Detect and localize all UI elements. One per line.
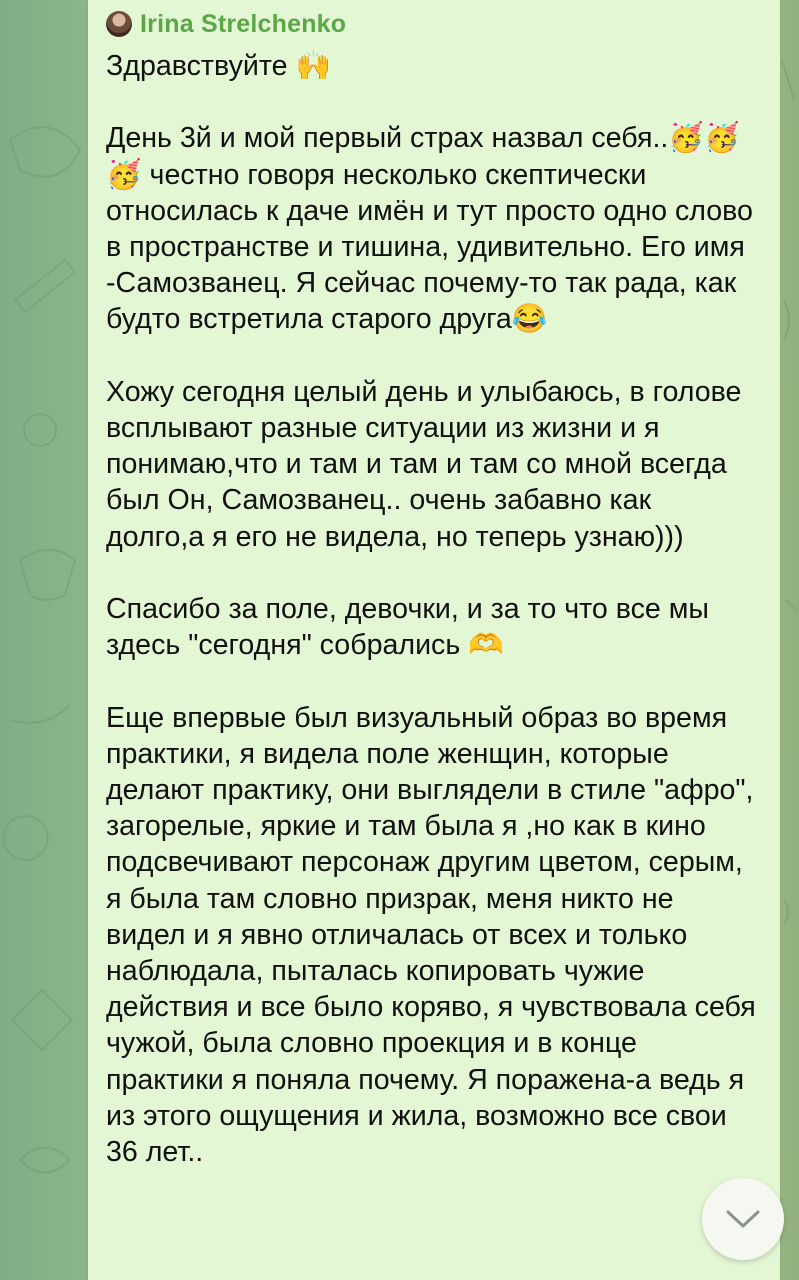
message-text: Здравствуйте 🙌 День 3й и мой первый страх назвал себя..🥳🥳🥳 честно говоря несколько скептически относилась к даче имён и тут просто одно слово в пространстве и тишина, удивительно. Его имя -Самозванец. Я сейчас почему-то так рада, как будто встретила старого друга😂 Хожу сегодня целый день и улыбаюсь, в голове всплывают разные ситуации из жизни и я понимаю,что и там и там и там со мной всегда был Он, Самозванец.. очень забавно как долго,а я его не видела, но теперь узнаю))) Спасибо за поле, девочки, и за то что все мы здесь "сегодня" собрались 🫶 Еще впервые был визуальный образ во время практики, я видела поле женщин, которые делают практику, они выглядели в стиле "афро", загорелые, яркие и там была я ,но как в кино подсвечивают персонаж другим цветом, серым, я была там словно призрак, меня никто не видел и я явно отличалась от всех и только наблюдала, пыталась копировать чужие действия и все было коряво, я чувствовала себя чужой, была словно проекция и в конце практики я поняла почему. Я поражена-а ведь я из этого ощущения и жила, возможно все свои 36 лет..: [106, 50, 756, 1169]
chevron-down-icon: [725, 1208, 761, 1230]
scroll-down-button[interactable]: [702, 1178, 784, 1260]
sender-name[interactable]: Irina Strelchenko: [140, 9, 347, 38]
sender-row: [106, 8, 756, 40]
avatar[interactable]: [106, 11, 132, 37]
message-bubble[interactable]: [88, 0, 780, 1280]
